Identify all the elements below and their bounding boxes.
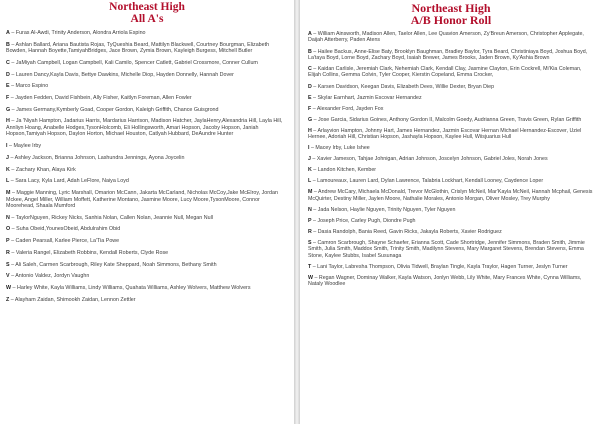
list-item: [6, 273, 288, 280]
entry-letter: P: [6, 238, 10, 245]
entry-letter: A: [6, 30, 10, 36]
list-item: [6, 60, 288, 67]
entry-names: TaylorNguyen, Rickey Nicks, Sanhia Nolan, Callen Nolan, Jeannie Null, Megan Null: [15, 214, 213, 221]
list-item: [308, 128, 594, 141]
entry-names: Ali Saleh, Carmen Scarbrough, Riley Kate Sheppard, Noah Simmons, Bethany Smith: [15, 261, 217, 268]
entry-letter: H: [6, 118, 10, 125]
entry-separator: –: [10, 106, 17, 113]
entry-names: Xavier Jameson, Tahjae Johnigan, Adrian Johnson, Joscelyn Johnson, Gabriel Joles, Norah Jones: [316, 156, 548, 163]
entry-names: Andrew McCary, Michaela McDonald, Trevor McGlothin, Crislyn McNeil, Mar'Kayla McNeil, Hannah Mcphail, Genesis McQuirter, Destiny Miller, Jaylen Moore, Nathalie Morales, Antonio Morgan, Oliver Mosley, Trey Murphy: [308, 189, 593, 202]
list-item: [308, 95, 594, 101]
entry-separator: –: [311, 66, 318, 72]
list-item: [308, 264, 594, 270]
entry-letter: I: [6, 143, 8, 150]
entry-names: Ashlan Ballard, Ariana Bautista Rojas, TyQueshia Beard, Mattilyn Blackwell, Courtney Bourgman, Elizabeth Bowden, Hannah Boyette,TamiyahBridges, Jace Brown, Zymia Brown, Kayleigh Burgess, Mitchell Butler: [6, 41, 270, 55]
entry-separator: –: [9, 214, 16, 221]
entry-letter: A: [308, 31, 312, 37]
honor-roll-page: [300, 0, 600, 424]
entry-letter: M: [6, 189, 11, 196]
entry-letter: R: [6, 249, 10, 256]
list-item: [6, 285, 288, 292]
entry-letter: E: [308, 94, 312, 101]
entry-names: Lamoureaux, Lauren Lard, Dylan Lawrence, Talabria Lockhart, Kendall Looney, Caydence Loper: [317, 178, 544, 185]
entry-letter: R: [308, 228, 312, 235]
list-item: [308, 229, 594, 235]
entry-letter: W: [6, 284, 12, 291]
entry-letter: F: [6, 95, 10, 102]
entry-names: Dasia Randolph, Bania Reed, Gavin Ricks, Jakayla Roberts, Xavier Rodriguez: [317, 228, 502, 235]
entry-letter: N: [6, 214, 10, 221]
entry-letter: S: [308, 240, 312, 247]
entry-separator: –: [311, 240, 318, 247]
list-item: [6, 190, 288, 210]
entry-separator: –: [311, 228, 318, 235]
entry-names: James Germany,Kymberly Goad, Cooper Gordon, Kaleigh Griffith, Chance Guisgrond: [16, 106, 219, 113]
list-item: [308, 178, 594, 184]
entry-separator: –: [311, 206, 318, 213]
entry-names: Sara Lacy, Kyla Lard, Adah LeFlore, Naiya Loyd: [15, 178, 129, 185]
entry-letter: N: [308, 206, 312, 213]
list-item: [6, 143, 288, 150]
entry-names: Marco Espino: [15, 83, 49, 90]
list-item: [6, 215, 288, 222]
entry-names: Maggie Manning, Lyric Marshall, Omarion McCann, Jakarta McCarland, Nicholas McCoy,Jake McElroy, Jordan Mckee, Angel Miller, William Moffett, Katherine Montano, Jasmine Moore, Lucy Moore,TysonMoore, Connor Moorehead, Shaala Mumford: [6, 189, 278, 210]
entry-letter: H: [308, 127, 312, 134]
all-as-header: [6, 2, 288, 25]
entry-names: Alayham Zaidan, Shimookh Zaidan, Lennon Zettler: [14, 296, 136, 303]
entry-names: Macey Irby, Luke Ishee: [315, 145, 370, 152]
entry-separator: –: [9, 296, 15, 303]
entry-separator: –: [9, 273, 16, 280]
entry-separator: –: [9, 71, 16, 78]
entry-letter: B: [6, 41, 10, 48]
entry-separator: –: [310, 156, 317, 163]
entry-letter: L: [6, 178, 10, 185]
entry-letter: J: [6, 154, 9, 161]
entry-separator: –: [9, 261, 16, 268]
list-item: [6, 83, 288, 90]
entry-letter: W: [308, 275, 313, 282]
list-item: [6, 118, 288, 138]
entry-separator: –: [311, 217, 318, 224]
entry-separator: –: [9, 249, 16, 256]
entry-separator: –: [9, 41, 16, 48]
list-item: [6, 30, 288, 37]
entry-names: Karsen Davidson, Keegan Davis, Elizabeth Dees, Willie Dexter, Bryan Diep: [317, 83, 495, 90]
entry-names: Kaidan Carlisle, Jeremiah Clark, Nehemiah Clark, Kendall Clay, Jasmine Clayton, Erin Cockrell, Mi'Kia Coleman, Elijah Collins, Gemma Colvin, Tyler Cooper, Kierstin Copeland, Emma Crocker,: [308, 66, 582, 79]
entry-letter: B: [308, 48, 312, 55]
entry-separator: –: [9, 30, 16, 36]
list-item: [308, 156, 594, 162]
honor-roll-list: [308, 31, 594, 288]
list-item: [308, 145, 594, 151]
entry-separator: –: [10, 226, 17, 233]
entry-names: Regan Wagner, Dominay Walker, Kayla Watson, Jonlyn Webb, Lily White, Mary Frances White, Cynna Williams, Nataly Woodlee: [308, 275, 582, 288]
entry-letter: G: [308, 116, 313, 123]
entry-names: Lani Taylor, Labresha Thompson, Olivia Tidwell, Braylan Tingle, Kayla Traylor, Hagen Turner, Jeslyn Turner: [317, 263, 568, 270]
entry-separator: –: [9, 166, 16, 173]
entry-names: JaMiyah Campbell, Logan Campbell, Kali Camilo, Spencer Catlett, Gabriel Crossmore, Conner Cullum: [15, 59, 258, 66]
entry-names: Jada Nelson, Haylie Nguyen, Trinity Nguyen, Tyler Nguyen: [317, 206, 456, 213]
entry-letter: V: [6, 273, 10, 280]
school-name: Northeast High: [411, 1, 491, 15]
entry-names: Arlayvion Hampton, Johnny Hart, James Hernandez, Jazmin Escovar Hernan Michael Hernandez-Escover, Uziel Hernee, Adoriah Hill, Christian Hopson, Jashayla Hopson, Kaylee Hull, Wiisjuarius Hull: [308, 127, 582, 141]
entry-letter: P: [308, 217, 312, 224]
entry-letter: M: [308, 189, 313, 196]
entry-separator: –: [311, 167, 318, 174]
list-item: [308, 31, 594, 44]
entry-names: Harley White, Kayla Williams, Lindy Williams, Quahata Williams, Ashley Wolvers, Matthew Wolvers: [17, 284, 251, 291]
entry-letter: I: [308, 145, 310, 152]
entry-separator: –: [10, 189, 17, 196]
entry-separator: –: [312, 116, 319, 123]
list-item: [308, 84, 594, 90]
list-item: [6, 155, 288, 162]
entry-letter: T: [308, 263, 312, 270]
entry-names: William Ainsworth, Madison Allen, Taelor Allen, Lee Quavion Amerson, Zy'Breun Amerson, Christopher Applegate, Daijah Atterberry, Paden Atens: [308, 31, 584, 44]
school-name: Northeast High: [109, 1, 185, 13]
list-item: [6, 178, 288, 185]
entry-letter: E: [6, 83, 10, 90]
entry-names: Camron Scarbrough, Shayne Schaefer, Erianna Scott, Cade Shortridge, Jennifer Simmons, Braden Smith, Jimmie Smith, Julia Smith, Maddox Smith, Trinity Smith, Madilynn Stevens, Mary Margaret Stevens, Brendan Stevens, Emma Stone, Kaylee Stubbs, Isabel Susunaga: [308, 240, 585, 259]
list-item: [6, 297, 288, 304]
entry-names: Ashley Jackson, Brianna Johnson, Lashundra Jennings, Ayona Joycelin: [14, 154, 185, 161]
entry-letter: Z: [6, 296, 10, 303]
entry-names: Ja 'Niyah Hampton, Jadarius Harris, Mardarius Harrison, Madison Hatcher, JaylaHenry,Alexandria Hill, Layla Hill, Annliyn Hoang, Anabelle Hodges,TysonHolcomb, Eli Hollingsworth, Amari Hopson, Jacoby Hopson, Janiah Hopson,Tamiyah Hopson, Daylon Horton, Michael Houston, Catlyah Hubbard, DeAundre Hunter: [6, 118, 283, 138]
list-item: [308, 106, 594, 112]
entry-letter: D: [6, 71, 10, 78]
list-item: [308, 207, 594, 213]
entry-separator: –: [7, 143, 14, 150]
entry-separator: –: [311, 48, 318, 55]
entry-letter: F: [308, 105, 312, 112]
list-item: [6, 238, 288, 245]
entry-separator: –: [8, 154, 15, 161]
list-item: [308, 117, 594, 123]
list-item: [308, 218, 594, 224]
entry-names: Caden Pearsall, Karlee Pierce, La'Tia Powe: [15, 238, 120, 245]
entry-separator: –: [313, 275, 319, 282]
list-title: A/B Honor Roll: [410, 13, 492, 27]
entry-letter: O: [6, 226, 11, 233]
entry-names: Landon Kitchen, Kember: [317, 167, 377, 174]
entry-letter: L: [308, 178, 312, 185]
entry-names: Antonio Valdez, Jordyn Vaughn: [15, 273, 90, 280]
entry-names: Joseph Price, Carley Pugh, Diondre Pugh: [317, 217, 416, 224]
entry-separator: –: [9, 118, 16, 125]
entry-names: Lauren Dancy,Kayla Davis, Bettye Dawkins, Michelle Diop, Hayden Donnelly, Hannah Dover: [15, 71, 234, 78]
entry-names: Alexander Ford, Jayden Fox: [316, 105, 384, 112]
entry-separator: –: [311, 178, 318, 185]
entry-separator: –: [9, 178, 16, 185]
entry-separator: –: [311, 105, 317, 112]
entry-separator: –: [9, 59, 16, 66]
entry-separator: –: [311, 127, 318, 134]
entry-letter: C: [308, 66, 312, 72]
entry-letter: G: [6, 106, 11, 113]
entry-letter: K: [308, 167, 312, 174]
list-item: [6, 72, 288, 79]
list-item: [6, 250, 288, 257]
list-item: [308, 275, 594, 288]
entry-separator: –: [312, 189, 319, 196]
entry-names: Jayden Fedden, David Fishbein, Ally Fisher, Kaitlyn Foreman, Allen Fowler: [15, 95, 192, 102]
list-item: [6, 226, 288, 233]
list-title: All A's: [130, 12, 164, 25]
entry-names: Furas Al-Awdi, Trinity Anderson, Alondra Arriola Espino: [15, 30, 146, 36]
list-item: [308, 49, 594, 62]
entry-letter: D: [308, 83, 312, 90]
list-item: [6, 95, 288, 102]
list-item: [6, 107, 288, 114]
list-item: [308, 240, 594, 259]
list-item: [6, 262, 288, 269]
entry-separator: –: [11, 284, 17, 291]
list-item: [308, 167, 594, 173]
entry-letter: K: [6, 166, 10, 173]
entry-separator: –: [309, 145, 316, 152]
entry-separator: –: [9, 95, 16, 102]
honor-roll-header: [308, 2, 594, 26]
entry-letter: S: [6, 261, 10, 268]
entry-separator: –: [9, 238, 16, 245]
list-item: [6, 42, 288, 55]
entry-names: Jose Garcia, Sidarius Goines, Anthony Gordon II, Malcolm Goedy, Audrianna Green, Travis Green, Rylan Griffith: [318, 116, 582, 123]
list-item: [308, 66, 594, 79]
entry-separator: –: [311, 83, 318, 90]
entry-names: Zachary Khan, Alaya Kirk: [15, 166, 76, 173]
entry-letter: J: [308, 156, 311, 163]
entry-separator: –: [311, 94, 318, 101]
entry-separator: –: [9, 83, 16, 90]
entry-names: Skylar Earnhart, Jazmin Escovar Hernandez: [317, 94, 422, 101]
entry-letter: C: [6, 59, 10, 66]
entry-names: Maylee Irby: [13, 143, 42, 150]
list-item: [6, 167, 288, 174]
list-item: [308, 189, 594, 202]
entry-separator: –: [311, 31, 318, 37]
all-as-list: [6, 30, 288, 303]
entry-names: Suha Obeid,YounesObeid, Abdulrahim Obid: [16, 226, 121, 233]
all-as-page: [0, 0, 294, 424]
entry-names: Hailee Backus, Anne-Elise Baty, Brooklyn Baughman, Bradley Baylor, Tyra Beard, Christiniaya Boyd, Joshua Boyd, La'taya Boyd, Lorne Boyd, Zachary Boyd, Isaiah Brewer, James Brooks, Jaden Brown, Ky'Ashia Brown: [308, 48, 588, 61]
entry-names: Valeria Rangel, Elizabeth Robbins, Kendall Roberts, Clyde Rose: [15, 249, 169, 256]
entry-separator: –: [311, 263, 318, 270]
